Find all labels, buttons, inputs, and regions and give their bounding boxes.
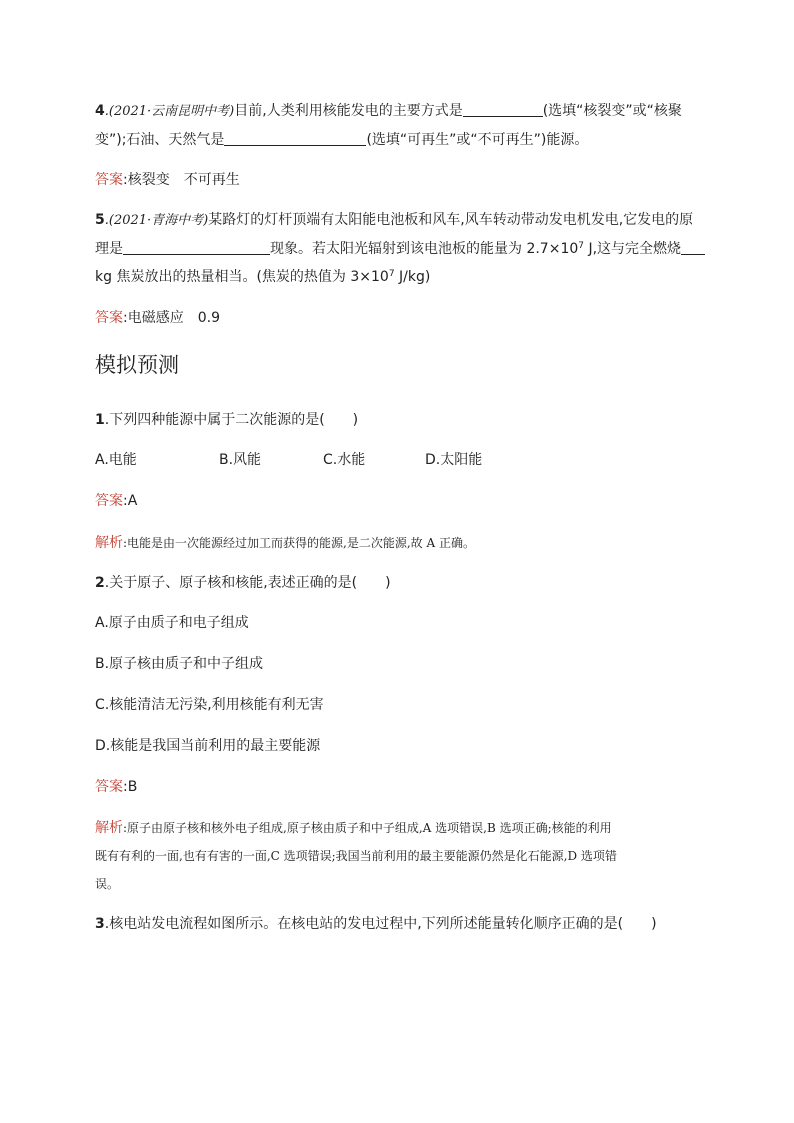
m2-explanation-label: 解析 bbox=[95, 820, 123, 836]
q5-text-3a: kg 焦炭放出的热量相当。(焦炭的热值为 3×10 bbox=[95, 269, 389, 285]
m1-answer bbox=[95, 492, 137, 510]
q5-line-2 bbox=[95, 240, 705, 258]
q5-blank-2[interactable] bbox=[681, 240, 705, 255]
m2-number: 2 bbox=[95, 575, 105, 591]
m1-option-b: B.风能 bbox=[219, 452, 262, 468]
q4-blank-1[interactable] bbox=[463, 102, 543, 117]
m1-option-a: A.电能 bbox=[95, 452, 137, 468]
q4-blank-2[interactable] bbox=[224, 131, 366, 146]
q4-answer bbox=[95, 171, 240, 189]
m3-stem bbox=[95, 915, 657, 933]
q4-line-2 bbox=[95, 131, 588, 149]
m2-answer bbox=[95, 778, 137, 796]
m2-option-b: B.原子核由质子和中子组成 bbox=[95, 656, 264, 672]
m3-number: 3 bbox=[95, 916, 105, 932]
q5-line-3 bbox=[95, 268, 430, 286]
q5-exp-2: 7 bbox=[388, 269, 395, 279]
q4-text-2a: 变”);石油、天然气是 bbox=[95, 132, 225, 148]
q4-text-2b: (选填“可再生”或“不可再生”)能源。 bbox=[366, 132, 589, 148]
m2-answer-text: :B bbox=[123, 779, 138, 795]
m2-explanation-line-1 bbox=[95, 819, 612, 837]
q5-exp-1: 7 bbox=[578, 241, 584, 251]
q4-text-1a: 目前,人类利用核能发电的主要方式是 bbox=[234, 103, 463, 119]
m1-stem-text: .下列四种能源中属于二次能源的是( ) bbox=[104, 412, 359, 428]
q5-text-2c: J,这与完全燃烧 bbox=[584, 241, 682, 257]
q5-text-2a: 理是 bbox=[95, 241, 123, 257]
q4-number: 4 bbox=[95, 103, 105, 119]
q5-source: .(2021·青海中考) bbox=[104, 213, 209, 228]
q5-answer bbox=[95, 309, 220, 327]
q5-text-2b: 现象。若太阳光辐射到该电池板的能量为 2.7×10 bbox=[270, 241, 579, 257]
m2-answer-label: 答案 bbox=[95, 779, 123, 795]
m1-answer-text: :A bbox=[123, 493, 138, 509]
m2-explanation-line-2: 既有有利的一面,也有有害的一面,C 选项错误;我国当前利用的最主要能源仍然是化石能源,D 选项错 bbox=[95, 849, 617, 863]
q5-blank-1[interactable] bbox=[123, 240, 270, 255]
m2-option-d: D.核能是我国当前利用的最主要能源 bbox=[95, 738, 321, 754]
m2-stem-text: .关于原子、原子核和核能,表述正确的是( ) bbox=[104, 575, 391, 591]
m2-option-c: C.核能清洁无污染,利用核能有利无害 bbox=[95, 697, 324, 713]
q5-text-1: 某路灯的灯杆顶端有太阳能电池板和风车,风车转动带动发电机发电,它发电的原 bbox=[208, 212, 694, 228]
q4-line-1 bbox=[95, 102, 682, 121]
m1-explanation-label: 解析 bbox=[95, 535, 123, 551]
m2-explanation-text-1: :原子由原子核和核外电子组成,原子核由质子和中子组成,A 选项错误,B 选项正确;核能的利用 bbox=[123, 821, 612, 835]
m1-option-c: C.水能 bbox=[323, 452, 366, 468]
q5-line-1 bbox=[95, 211, 693, 230]
m1-explanation-text: :电能是由一次能源经过加工而获得的能源,是二次能源,故 A 正确。 bbox=[123, 536, 475, 550]
m1-explanation bbox=[95, 534, 475, 552]
m2-explanation-line-3: 误。 bbox=[95, 877, 120, 891]
q4-answer-label: 答案 bbox=[95, 172, 123, 188]
m2-option-a: A.原子由质子和电子组成 bbox=[95, 615, 249, 631]
q5-text-3b: J/kg) bbox=[394, 269, 431, 285]
m1-answer-label: 答案 bbox=[95, 493, 123, 509]
section-title: 模拟预测 bbox=[95, 353, 179, 377]
m1-number: 1 bbox=[95, 412, 105, 428]
q5-answer-text: :电磁感应 0.9 bbox=[123, 310, 220, 326]
m3-stem-text: .核电站发电流程如图所示。在核电站的发电过程中,下列所述能量转化顺序正确的是( ) bbox=[104, 916, 657, 932]
m2-stem bbox=[95, 574, 391, 592]
q5-number: 5 bbox=[95, 212, 105, 228]
q4-source: .(2021·云南昆明中考) bbox=[104, 104, 235, 119]
m1-option-d: D.太阳能 bbox=[425, 452, 483, 468]
q5-answer-label: 答案 bbox=[95, 310, 123, 326]
q4-answer-text: :核裂变 不可再生 bbox=[123, 172, 240, 188]
m1-stem bbox=[95, 411, 358, 429]
q4-text-1b: (选填“核裂变”或“核聚 bbox=[542, 103, 682, 119]
